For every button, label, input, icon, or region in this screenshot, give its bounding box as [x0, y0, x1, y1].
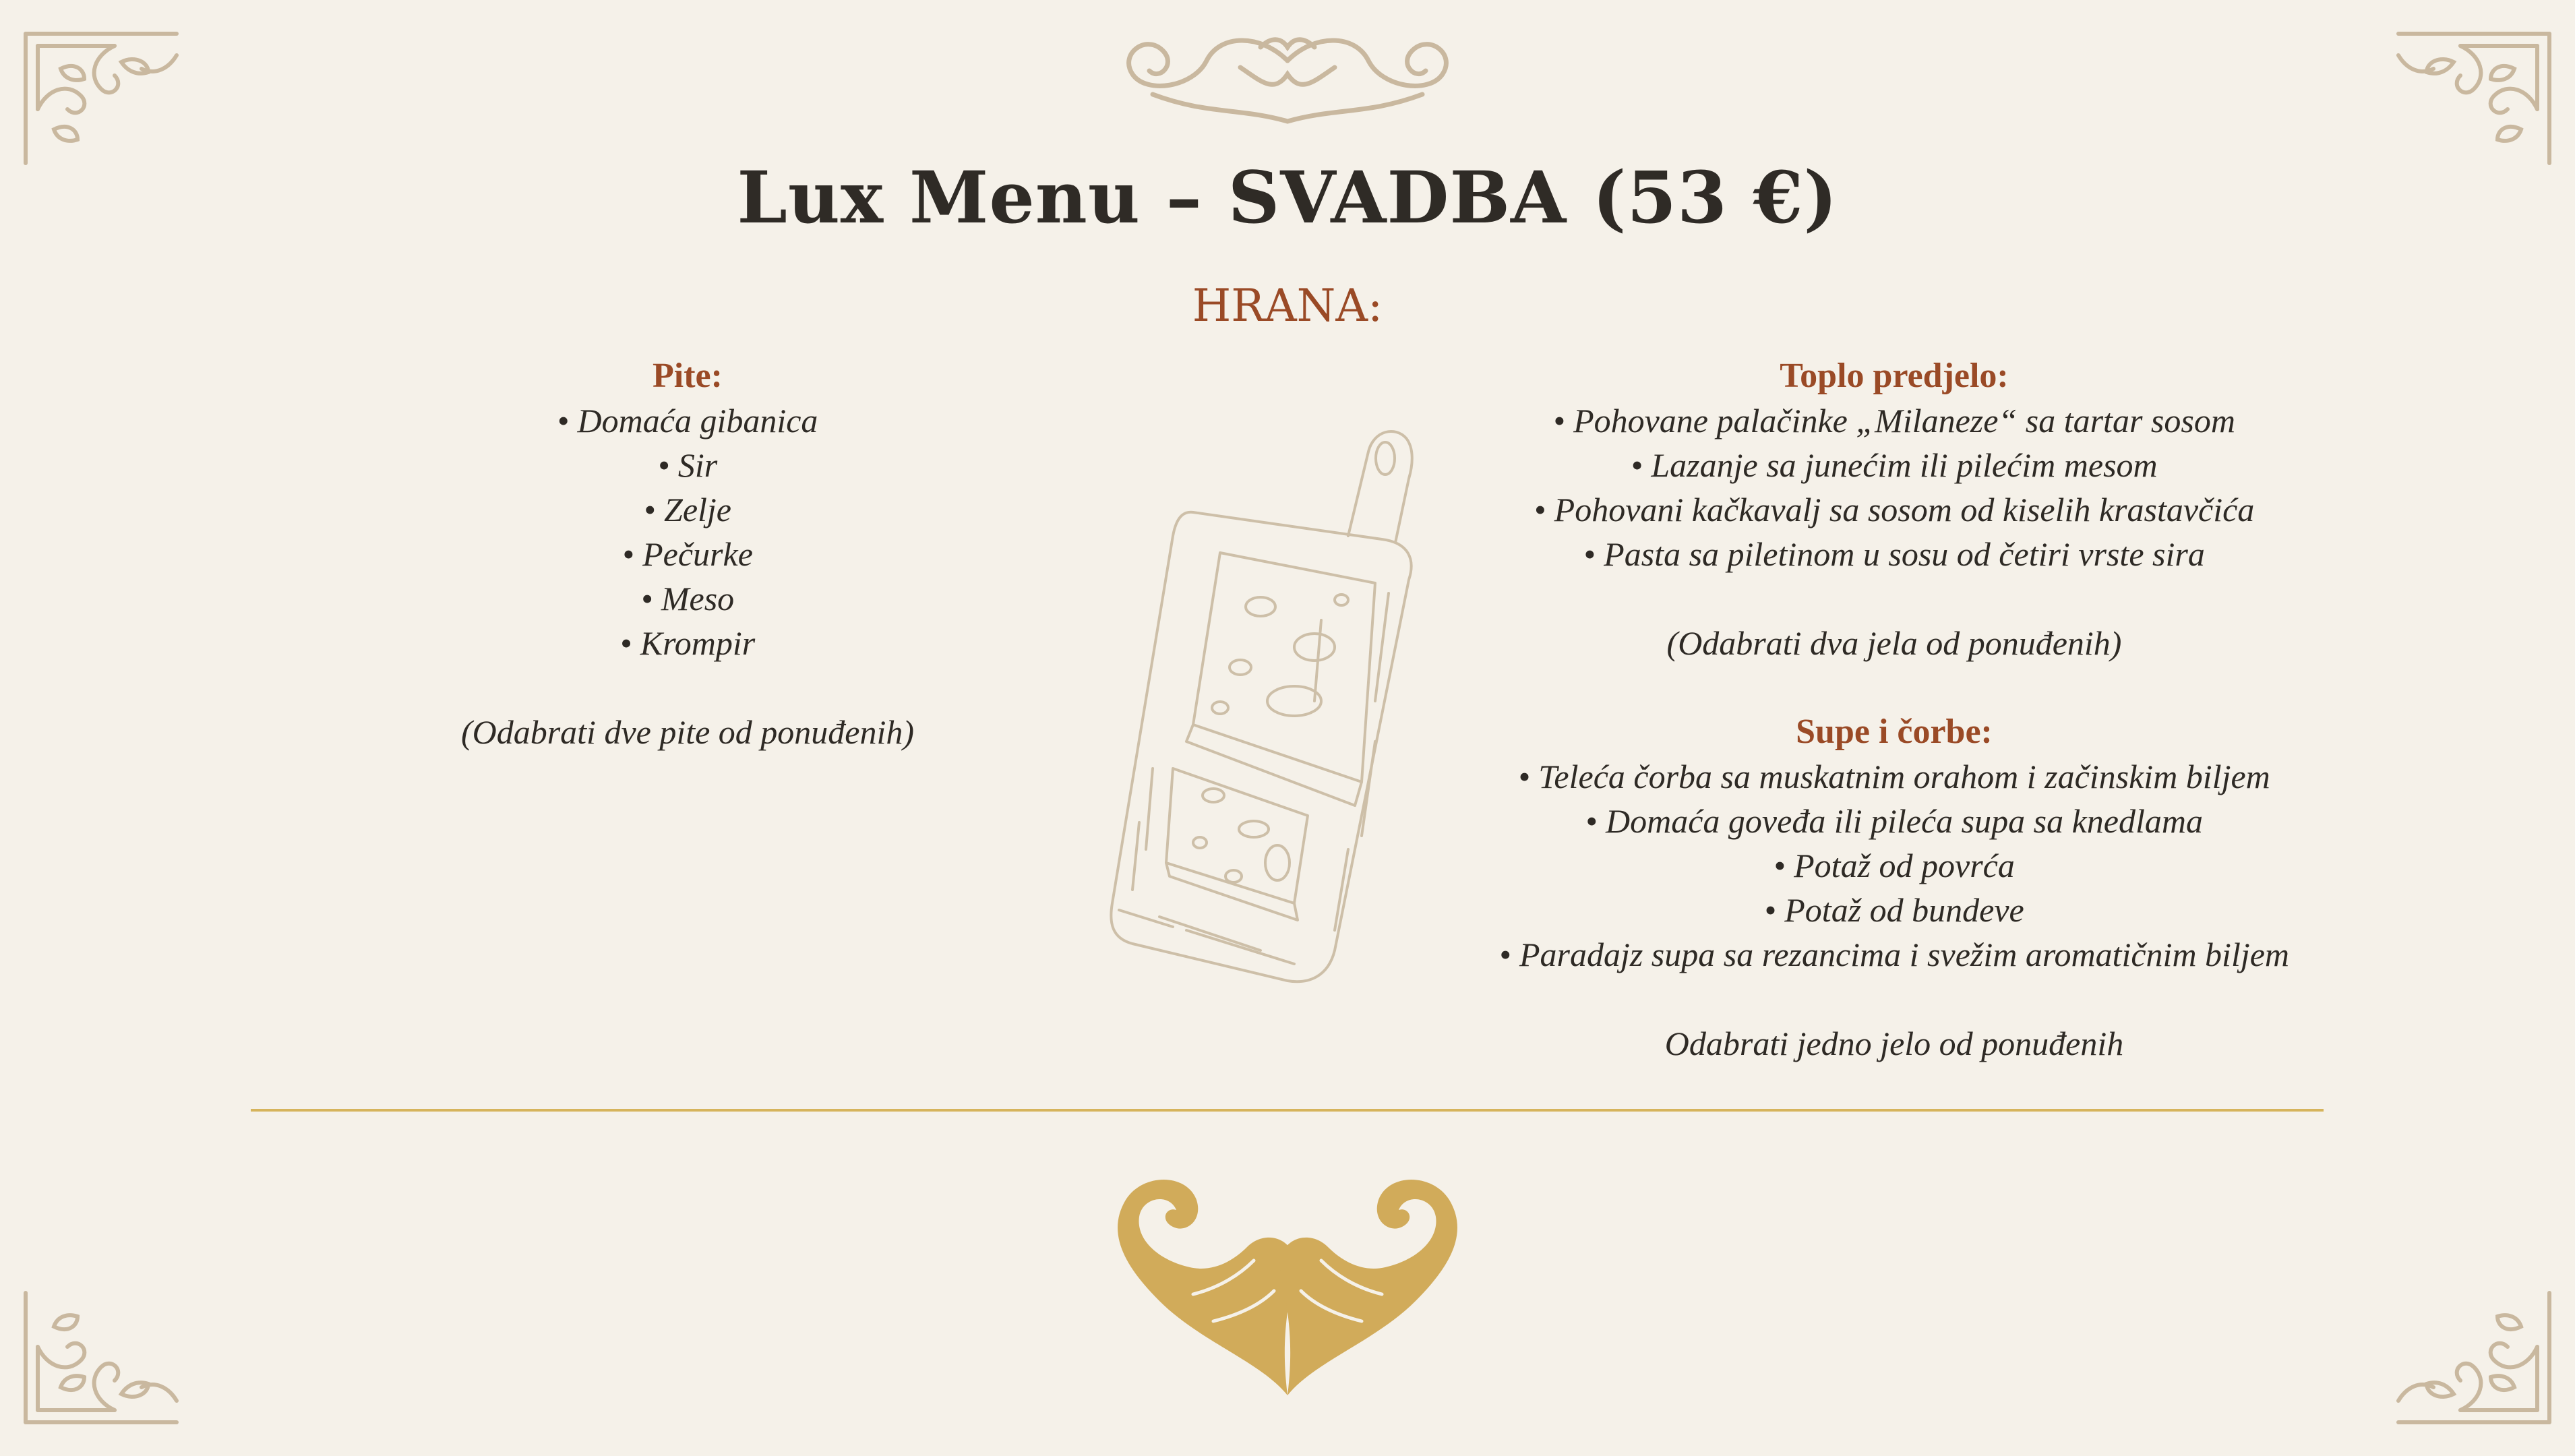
pies-section: [377, 354, 998, 754]
pies-note: (Odabrati dve pite od ponuđenih): [460, 713, 915, 751]
section-subtitle: HRANA:: [1192, 280, 1383, 332]
floral-corner-icon: [20, 28, 182, 170]
soups-heading: Supe i čorbe:: [1796, 712, 1993, 751]
list-item: • Zelje: [644, 491, 731, 528]
list-item: • Potaž od bundeve: [1764, 891, 2024, 929]
pies-heading: Pite:: [653, 357, 723, 395]
list-item: • Pohovani kačkavalj sa sosom od kiselih krastavčića: [1534, 491, 2255, 528]
floral-corner-icon: [2393, 1286, 2555, 1428]
list-item: • Sir: [657, 446, 718, 484]
list-item: • Pasta sa piletinom u sosu od četiri vrste sira: [1583, 535, 2205, 573]
list-item: • Potaž od povrća: [1774, 847, 2015, 884]
list-item: • Meso: [640, 580, 735, 617]
appetizer-heading: Toplo predjelo:: [1780, 357, 2009, 395]
floral-corner-icon: [2393, 28, 2555, 170]
list-item: • Pečurke: [622, 535, 753, 573]
list-item: • Lazanje sa junećim ili pilećim mesom: [1631, 446, 2158, 484]
appetizer-note: (Odabrati dva jela od ponuđenih): [1666, 624, 2122, 662]
appetizers-soups-section: [1436, 354, 2353, 1066]
divider: [251, 1109, 2324, 1112]
floral-corner-icon: [20, 1286, 182, 1428]
list-item: • Paradajz supa sa rezancima i svežim aromatičnim biljem: [1498, 936, 2290, 973]
list-item: • Pohovane palačinke „Milaneze“ sa tartar sosom: [1553, 402, 2235, 439]
soups-note: Odabrati jedno jelo od ponuđenih: [1664, 1025, 2124, 1062]
swirl-flourish-icon: [1105, 20, 1470, 135]
list-item: • Teleća čorba sa muskatnim orahom i začinskim biljem: [1518, 758, 2270, 795]
list-item: • Domaća gibanica: [557, 402, 818, 439]
list-item: • Domaća goveđa ili pileća supa sa knedlama: [1585, 802, 2203, 840]
list-item: • Krompir: [619, 624, 756, 662]
page-title: Lux Menu – SVADBA (53 €): [737, 155, 1838, 239]
gold-heart-ornament-icon: [1079, 1159, 1496, 1402]
